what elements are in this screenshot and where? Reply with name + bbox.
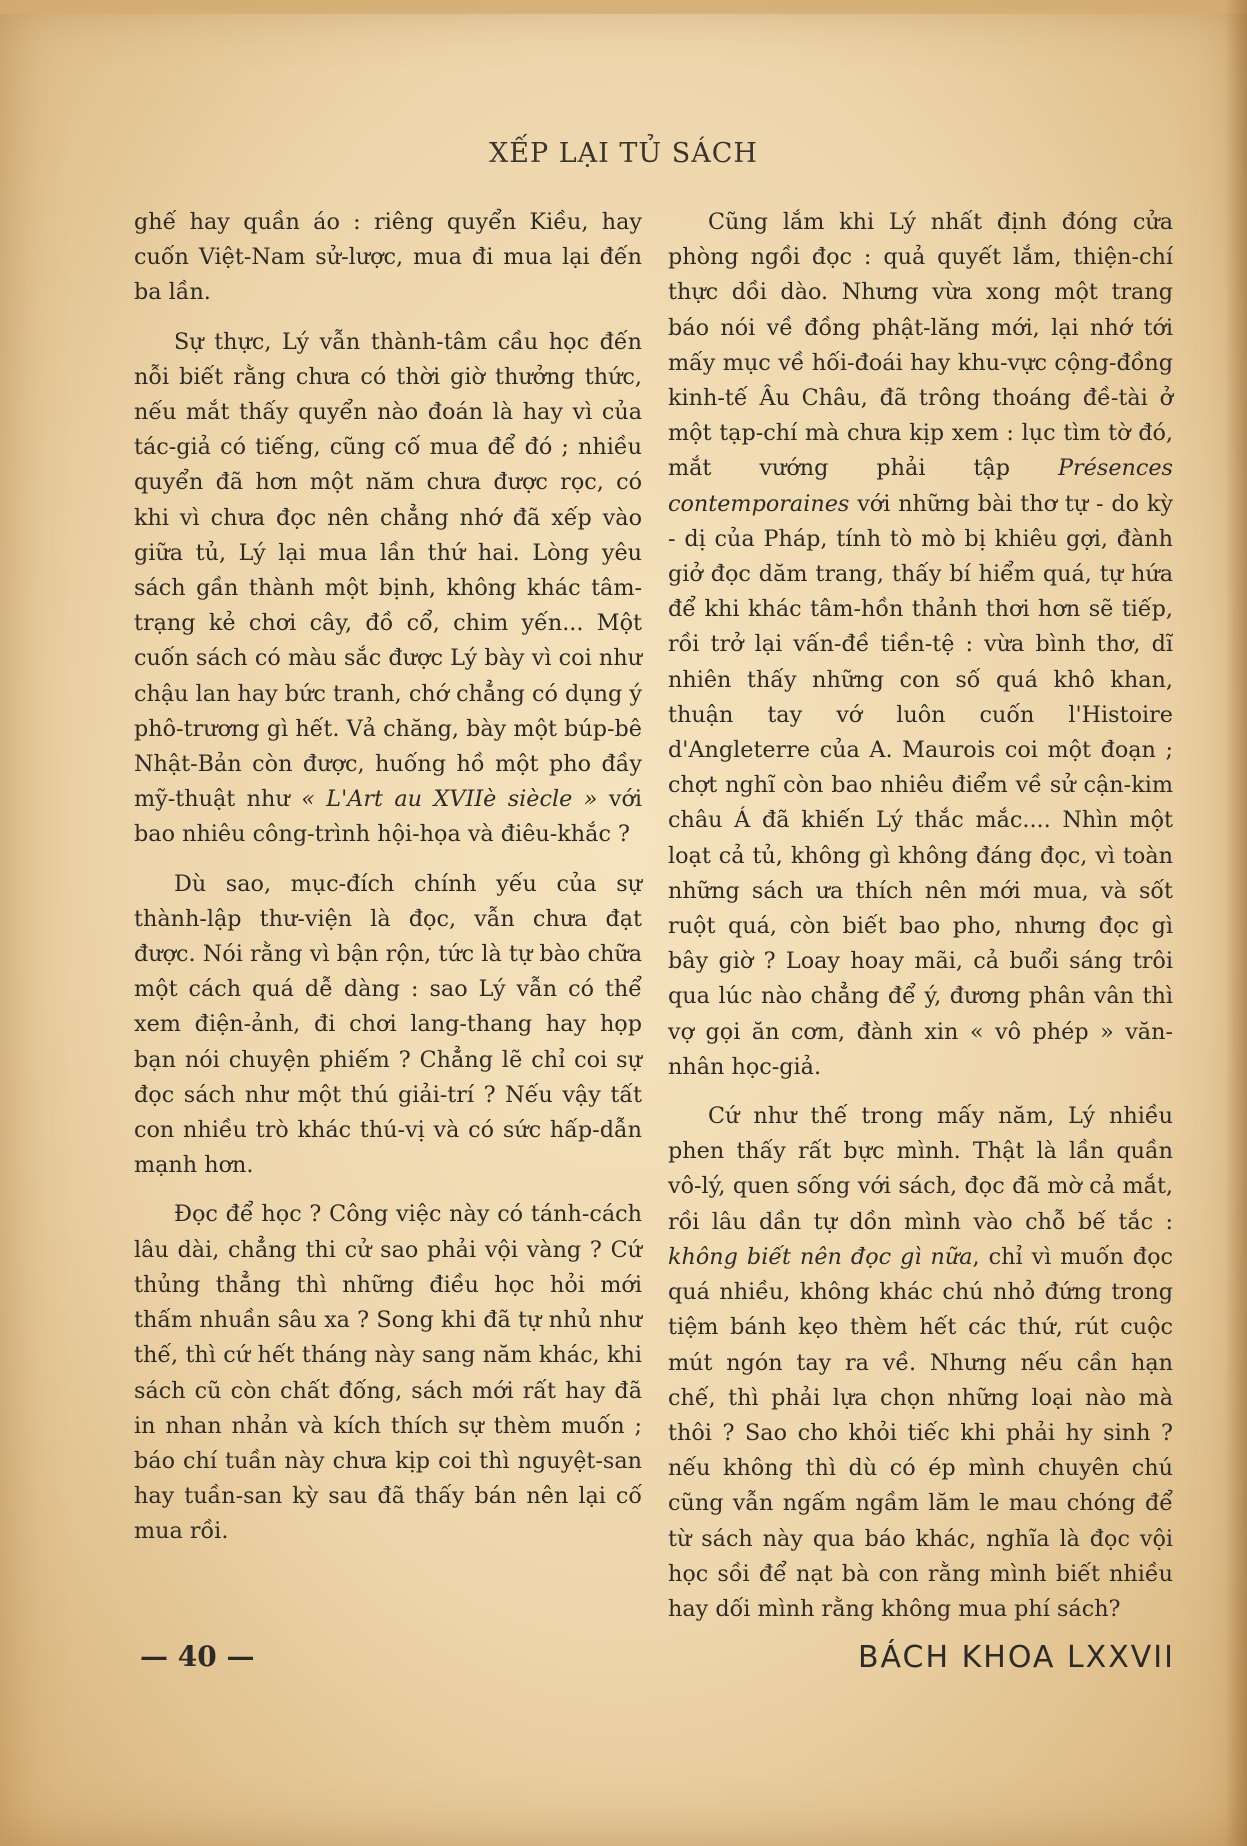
right-paragraph-1-start: Cũng lắm khi Lý nhất định đóng cửa phòng ngồi đọc : quả quyết lắm, thiện-chí thực dồi dào. Nhưng vừa xong một trang báo nói về đồng phật-lăng mới, lại nhớ tới mấy mục về hối-đoái hay khu-vực cộng-đồng kinh-tế Âu Châu, đã trông thoáng đề-tài ở một tạp-chí mà chưa kịp xem : lục tìm tờ đó, mắt vướng phải tập (668, 209, 1173, 482)
right-paragraph-1-rest: với những bài thơ tự - do kỳ - dị của Pháp, tính tò mò bị khiêu gợi, đành giở đọc dăm trang, thấy bí hiểm quá, tự hứa để khi khác tâm-hồn thảnh thơi hơn sẽ tiếp, rồi trở lại vấn-đề tiền-tệ : vừa bình thơ, dĩ nhiên thấy những con số quá khô khan, thuận tay vớ luôn cuốn l'Histoire d'Angleterre của A. Maurois coi một đoạn ; chợt nghĩ còn bao nhiêu điểm về sử cận-kim châu Á đã khiến Lý thắc mắc.... Nhìn một loạt cả tủ, không gì không đáng đọc, vì toàn những sách ưa thích nên mới mua, và sốt ruột quá, còn biết bao pho, nhưng đọc gì bây giờ ? Loay hoay mãi, cả buổi sáng trôi qua lúc nào chẳng để ý, đương phân vân thì vợ gọi ăn cơm, đành xin « vô phép » văn-nhân học-giả. (668, 490, 1174, 1080)
right-paragraph-2-rest: , chỉ vì muốn đọc quá nhiều, không khác chú nhỏ đứng trong tiệm bánh kẹo thèm hết các thứ, rút cuộc mút ngón tay ra về. Nhưng nếu cần hạn chế, thì phải lựa chọn những loại nào mà thôi ? Sao cho khỏi tiếc khi phải hy sinh ? nếu không thì dù có ép mình chuyên chú cũng vẫn ngấm ngầm lăm le mau chóng để từ sách này qua báo khác, nghĩa là đọc vội học sồi để nạt bà con rằng mình biết nhiều hay dối mình rằng không mua phí sách? (668, 1243, 1173, 1622)
left-paragraph-4: Đọc để học ? Công việc này có tánh-cách lâu dài, chẳng thi cử sao phải vội vàng ? Cứ thủng thẳng thì những điều học hỏi mới thấm nhuần sâu xa ? Song khi đã tự nhủ như thế, thì cứ hết tháng này sang năm khác, khi sách cũ còn chất đống, sách mới rất hay đã in nhan nhản và kích thích sự thèm muốn ; báo chí tuần này chưa kịp coi thì nguyệt-san hay tuần-san kỳ sau đã thấy bán nên lại cố mua rồi. (134, 1201, 642, 1545)
emphasis-khong-biet: không biết nên đọc gì nữa (668, 1243, 973, 1270)
left-column (134, 205, 642, 1550)
right-paragraph-2-start: Cứ như thế trong mấy năm, Lý nhiều phen thấy rất bực mình. Thật là lần quần vô-lý, quen sống với sách, đọc đã mờ cả mắt, rồi lâu dần tự dồn mình vào chỗ bế tắc : (668, 1103, 1173, 1235)
right-paragraph-1 (668, 205, 1173, 1085)
left-paragraph-3: Dù sao, mục-đích chính yếu của sự thành-lập thư-viện là đọc, vẫn chưa đạt được. Nói rằng vì bận rộn, tức là tự bào chữa một cách quá dễ dàng : sao Lý vẫn có thể xem điện-ảnh, đi chơi lang-thang hay họp bạn nói chuyện phiếm ? Chẳng lẽ chỉ coi sự đọc sách như một thú giải-trí ? Nếu vậy tất con nhiều trò khác thú-vị và có sức hấp-dẫn mạnh hơn. (134, 870, 642, 1179)
left-paragraph-1: ghế hay quần áo : riêng quyển Kiều, hay cuốn Việt-Nam sử-lược, mua đi mua lại đến ba lần. (134, 209, 642, 306)
left-paragraph-2-text: Sự thực, Lý vẫn thành-tâm cầu học đến nỗi biết rằng chưa có thời giờ thưởng thức, nếu mắt thấy quyển nào đoán là hay vì của tác-giả có tiếng, cũng cố mua để đó ; nhiều quyển đã hơn một năm chưa được rọc, có khi vì chưa đọc nên chẳng nhớ đã xếp vào giữa tủ, Lý lại mua lần thứ hai. Lòng yêu sách gần thành một bịnh, không khác tâm-trạng kẻ chơi cây, đồ cổ, chim yến... Một cuốn sách có màu sắc được Lý bày vì coi như chậu lan hay bức tranh, chớ chẳng có dụng ý phô-trương gì hết. Vả chăng, bày một búp-bê Nhật-Bản còn được, huống hồ một pho đầy mỹ-thuật như (134, 328, 642, 813)
right-paragraph-2 (668, 1099, 1173, 1627)
right-column (668, 205, 1173, 1627)
paper-edge-right (1225, 0, 1247, 1846)
magazine-issue: BÁCH KHOA LXXVII (857, 1640, 1175, 1675)
book-title-presences: Présences contemporaines (668, 455, 1173, 517)
left-paragraph-2-end: với bao nhiêu công-trình hội-họa và điêu-khắc ? (134, 786, 642, 848)
book-title-art-au-xvii: « L'Art au XVIIè siècle » (301, 786, 598, 813)
left-paragraph-2 (134, 325, 642, 853)
page-number: — 40 — (140, 1640, 255, 1673)
running-title: XẾP LẠI TỦ SÁCH (489, 138, 758, 169)
paper-edge-top (0, 0, 1247, 14)
